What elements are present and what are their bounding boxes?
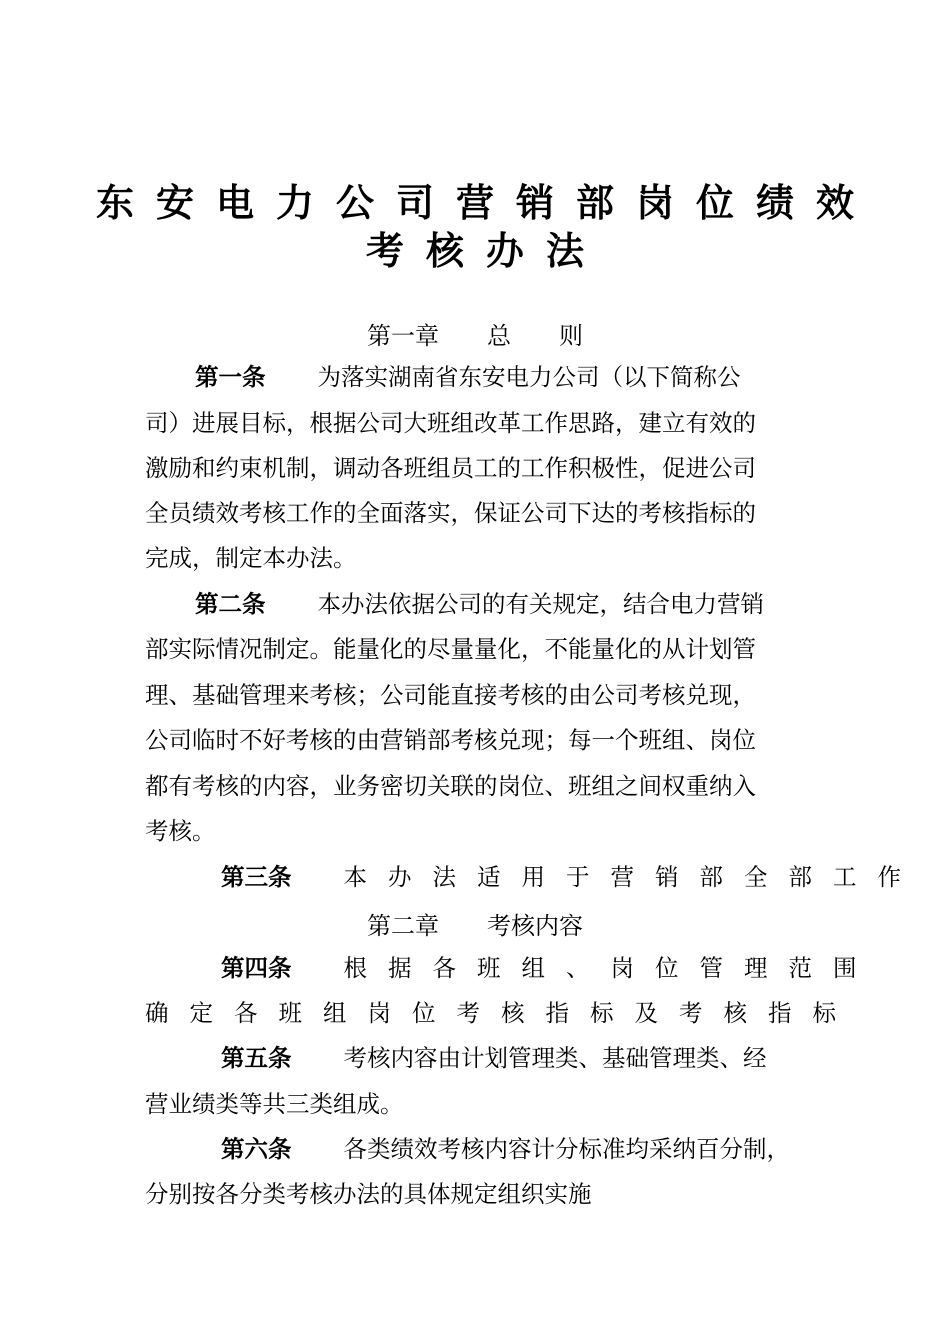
article-3-line <box>221 862 922 892</box>
article-2-text-line: 公司临时不好考核的由营销部考核兑现；每一个班组、岗位 <box>145 726 756 754</box>
chapter-2-number: 第二章 <box>367 912 439 940</box>
chapter-1-number: 第一章 <box>367 322 439 350</box>
article-6-text-line: 各类绩效考核内容计分标准均采纳百分制， <box>343 1135 790 1163</box>
article-5-text-line: 营业绩类等共三类组成。 <box>145 1090 404 1118</box>
article-3-text: 本办法适用于营销部全部工作 <box>343 863 922 891</box>
document-title-line-2: 考核办法 <box>365 229 606 273</box>
article-5-first-line <box>221 1043 767 1073</box>
article-4-text-line-1: 根据各班组、岗位管理范围 <box>343 954 878 982</box>
chapter-2-name: 考核内容 <box>487 912 583 940</box>
article-2-text-line: 部实际情况制定。能量化的尽量量化，不能量化的从计划管 <box>145 635 756 663</box>
article-5-label: 第五条 <box>221 1044 292 1072</box>
article-4-first-line <box>221 953 878 983</box>
document-title-line-1: 东安电力公司营销部岗位绩效 <box>95 181 876 225</box>
article-2-text-line: 本办法依据公司的有关规定，结合电力营销 <box>317 590 764 618</box>
article-2-text-line: 考核。 <box>145 817 216 845</box>
article-2-first-line <box>195 589 764 619</box>
article-2-text-line: 都有考核的内容，业务密切关联的岗位、班组之间权重纳入 <box>145 772 756 800</box>
article-1-label: 第一条 <box>195 363 266 391</box>
article-1-text-line: 司）进展目标，根据公司大班组改革工作思路，建立有效的 <box>145 409 756 437</box>
article-1-text-line: 全员绩效考核工作的全面落实，保证公司下达的考核指标的 <box>145 499 756 527</box>
article-4-label: 第四条 <box>221 954 292 982</box>
chapter-1-heading <box>0 316 950 351</box>
article-2-text-line: 理、基础管理来考核；公司能直接考核的由公司考核兑现， <box>145 681 756 709</box>
article-1-first-line <box>195 362 741 392</box>
article-6-first-line <box>221 1134 790 1164</box>
article-3-label: 第三条 <box>221 863 292 891</box>
article-4-text-line-2: 确定各班组岗位考核指标及考核指标 <box>145 999 857 1027</box>
article-1-text-line: 完成，制定本办法。 <box>145 544 357 572</box>
article-1-text-line: 为落实湖南省东安电力公司（以下简称公 <box>317 363 741 391</box>
article-6-label: 第六条 <box>221 1135 292 1163</box>
article-1-text-line: 激励和约束机制，调动各班组员工的工作积极性，促进公司 <box>145 454 756 482</box>
chapter-1-name-part-1: 总 <box>487 322 511 350</box>
chapter-1-name-part-2: 则 <box>559 322 583 350</box>
chapter-2-heading <box>0 906 950 941</box>
article-2-label: 第二条 <box>195 590 266 618</box>
article-5-text-line: 考核内容由计划管理类、基础管理类、经 <box>343 1044 767 1072</box>
article-6-text-line: 分别按各分类考核办法的具体规定组织实施 <box>145 1180 592 1208</box>
